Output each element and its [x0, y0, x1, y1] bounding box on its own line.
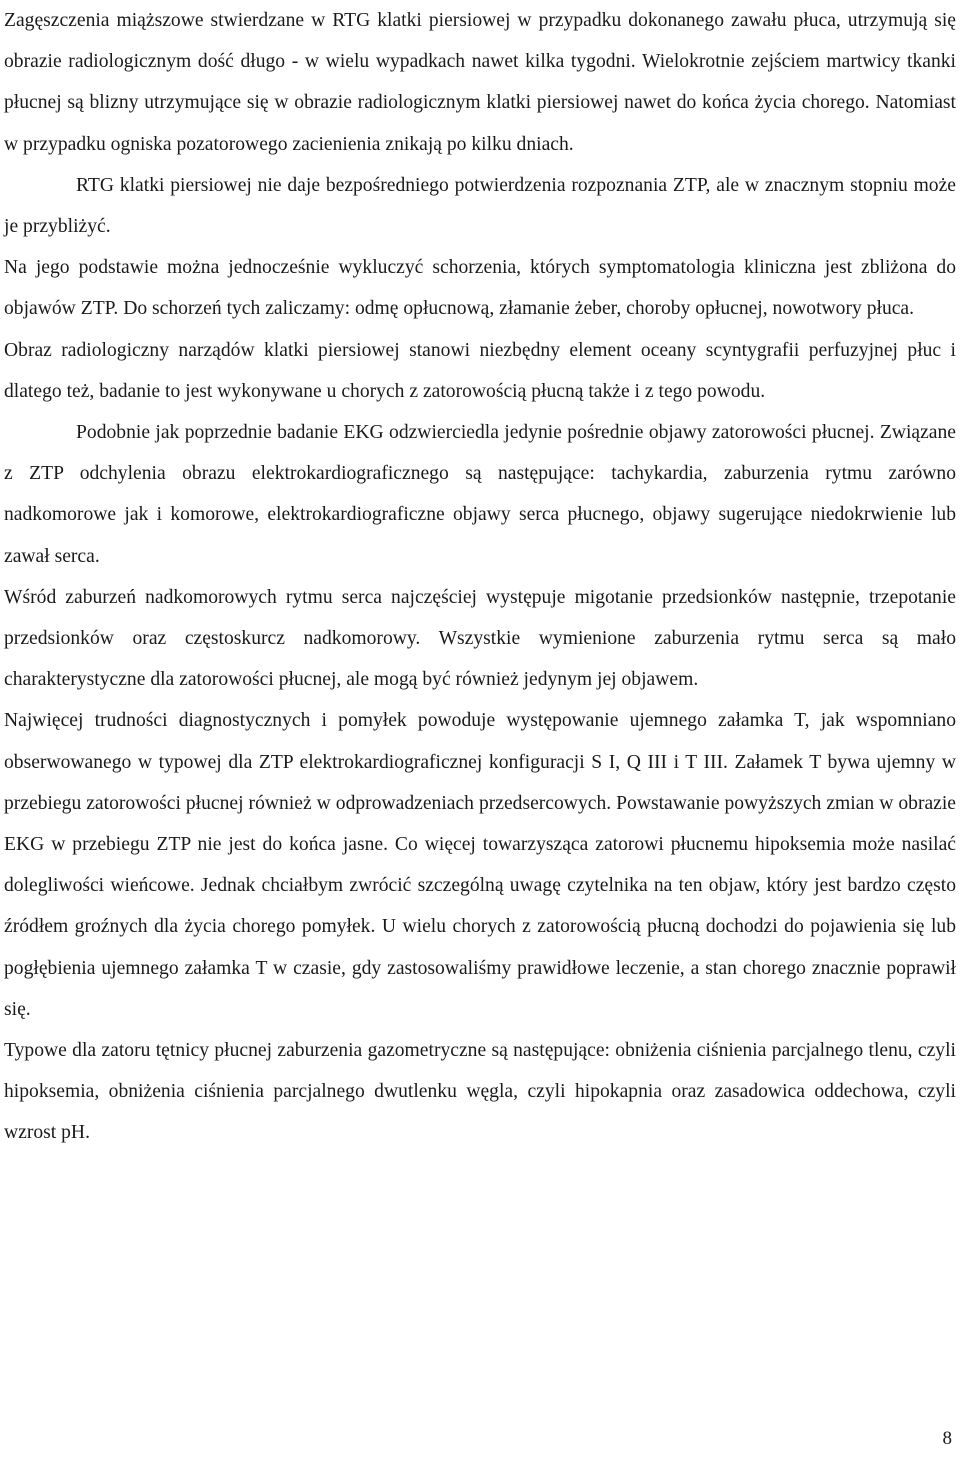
paragraph-supraventricular-arrhythmias: Wśród zaburzeń nadkomorowych rytmu serca najczęściej występuje migotanie przedsionków następnie, trzepotanie przedsionków oraz częstoskurcz nadkomorowy. Wszystkie wymienione zaburzenia rytmu serca są mało charakterystyczne dla zatorowości płucnej, ale mogą być również jedynym jej objawem. — [4, 586, 956, 691]
page-number: 8 — [942, 1428, 952, 1449]
paragraph-differential-diagnosis: Na jego podstawie można jednocześnie wykluczyć schorzenia, których symptomatologia kliniczna jest zbliżona do objawów ZTP. Do schorzeń tych zaliczamy: odmę opłucnową, złamanie żeber, choroby opłucnej, nowotwory płuca. — [4, 257, 956, 320]
paragraph-rtg-consolidations: Zagęszczenia miąższowe stwierdzane w RTG klatki piersiowej w przypadku dokonanego zawału płuca, utrzymują się obrazie radiologicznym dość długo - w wielu wypadkach nawet kilka tygodni. Wielokrotnie zejściem martwicy tkanki płucnej są blizny utrzymujące się w obrazie radiologicznym klatki piersiowej nawet do końca życia chorego. Natomiast w przypadku ogniska pozatorowego zacienienia znikają po kilku dniach. — [4, 10, 956, 155]
paragraph-radiologic-image: Obraz radiologiczny narządów klatki piersiowej stanowi niezbędny element oceany scyntygrafii perfuzyjnej płuc i dlatego też, badanie to jest wykonywane u chorych z zatorowością płucną także i z tego powodu. — [4, 339, 956, 402]
paragraph-ekg-signs: Podobnie jak poprzednie badanie EKG odzwierciedla jedynie pośrednie objawy zatorowości płucnej. Związane z ZTP odchylenia obrazu elektrokardiograficznego są następujące: tachykardia, zaburzenia rytmu zarówno nadkomorowe jak i komorowe, elektrokardiograficzne objawy serca płucnego, objawy sugerujące niedokrwienie lub zawał serca. — [4, 422, 956, 567]
paragraph-gasometry: Typowe dla zatoru tętnicy płucnej zaburzenia gazometryczne są następujące: obniżenia ciśnienia parcjalnego tlenu, czyli hipoksemia, obniżenia ciśnienia parcjalnego dwutlenku węgla, czyli hipokapnia oraz zasadowica oddechowa, czyli wzrost pH. — [4, 1040, 956, 1144]
body-text — [4, 0, 956, 1154]
paragraph-negative-t-wave: Najwięcej trudności diagnostycznych i pomyłek powoduje występowanie ujemnego załamka T, jak wspomniano obserwowanego w typowej dla ZTP elektrokardiograficznej konfiguracji S I, Q III i T III. Załamek T bywa ujemny w przebiegu zatorowości płucnej również w odprowadzeniach przedsercowych. Powstawanie powyższych zmian w obrazie EKG w przebiegu ZTP nie jest do końca jasne. Co więcej towarzysząca zatorowi płucnemu hipoksemia może nasilać dolegliwości wieńcowe. Jednak chciałbym zwrócić szczególną uwagę czytelnika na ten objaw, który jest bardzo często źródłem groźnych dla życia chorego pomyłek. U wielu chorych z zatorowością płucną dochodzi do pojawienia się lub pogłębienia ujemnego załamka T w czasie, gdy zastosowaliśmy prawidłowe leczenie, a stan chorego znacznie poprawił się. — [4, 710, 956, 1020]
paragraph-rtg-diagnosis: RTG klatki piersiowej nie daje bezpośredniego potwierdzenia rozpoznania ZTP, ale w znacznym stopniu może je przybliżyć. — [4, 174, 956, 238]
